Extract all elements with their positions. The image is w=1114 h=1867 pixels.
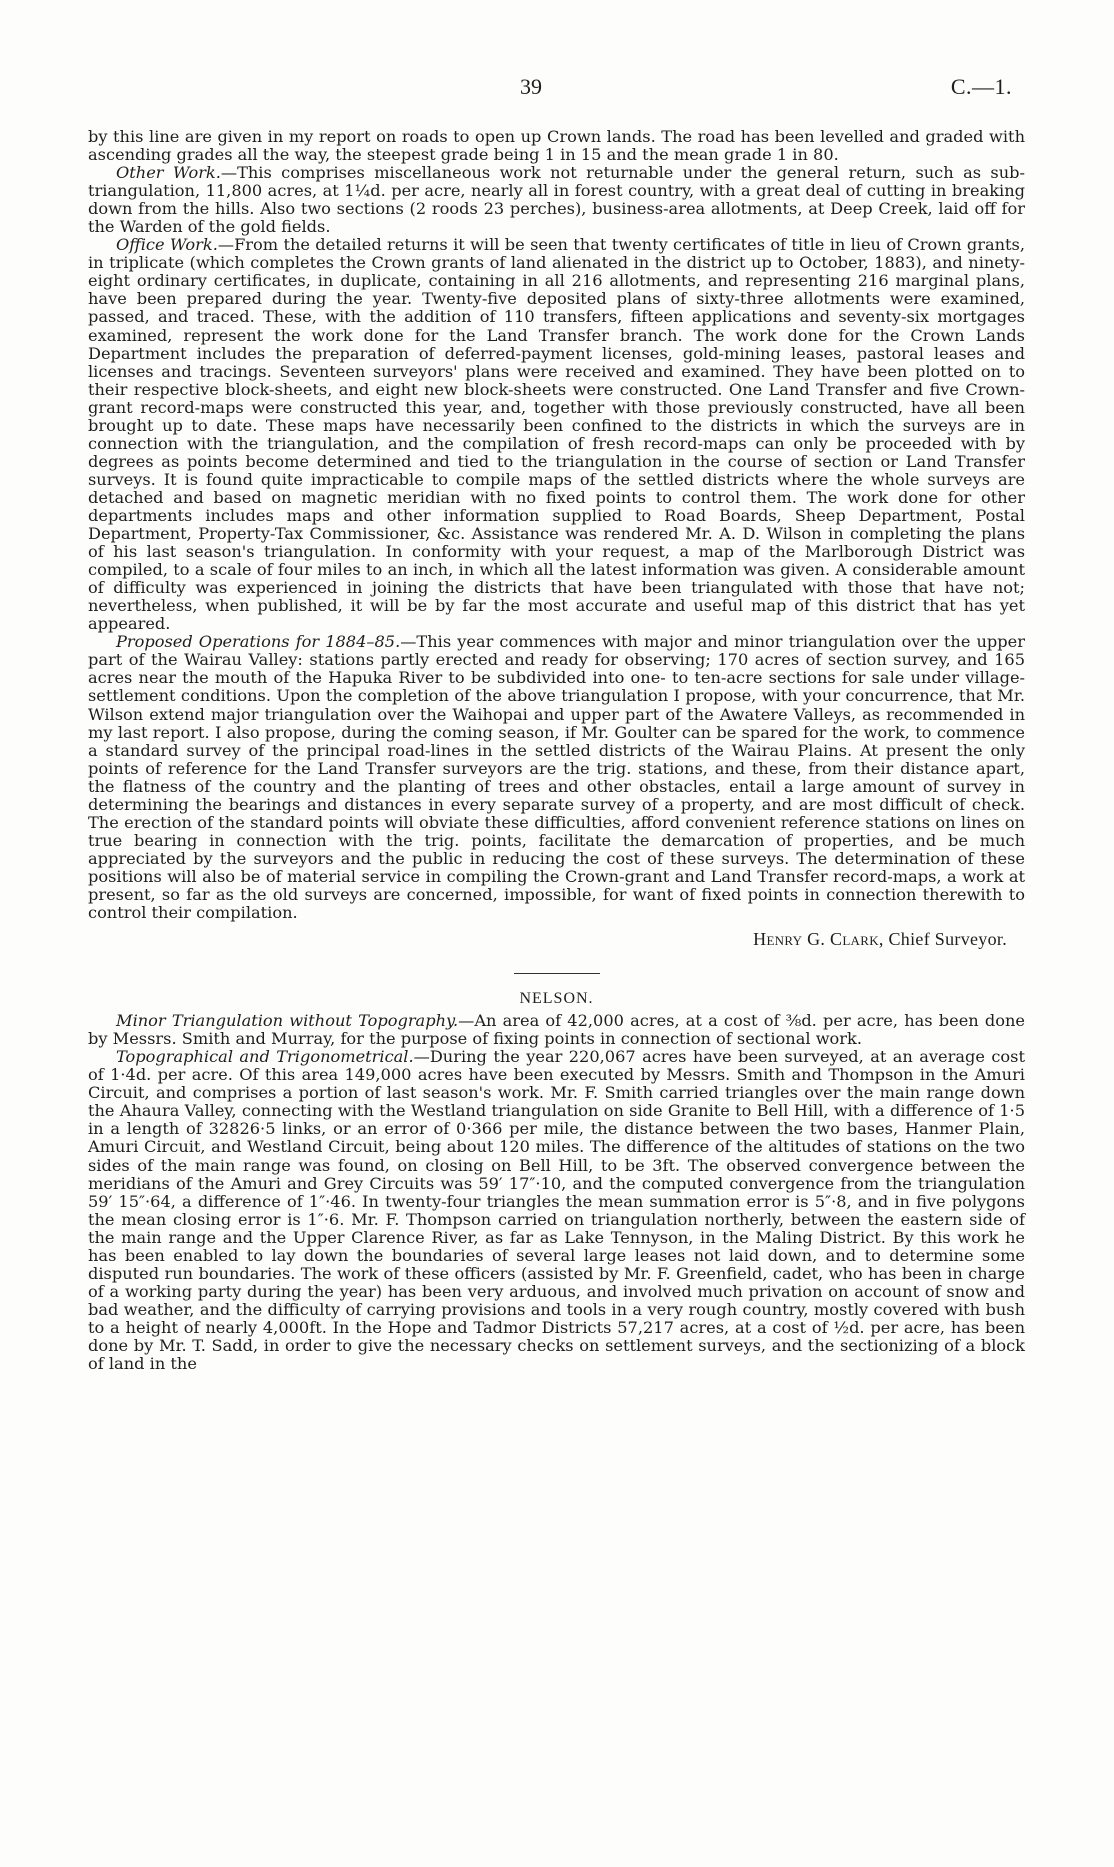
paragraph-text: —This year commences with major and minor triangulation over the upper part of the Wairau Valley: stations partly erected and ready for observing; 170 acres of section survey, and 165 acres near the mouth of the Hapuka River to be subdivided into one- to ten-acre sections for sale under village-settlement conditions. Upon the completion of the above triangulation I propose, with your concurrence, that Mr. Wilson extend major triangulation over the Waihopai and upper part of the Awatere Valleys, as recommended in my last report. I also propose, during the coming season, if Mr. Goulter can be spared for the work, to commence a standard survey of the principal road-lines in the settled districts of the Wairau Plains. At present the only points of reference for the Land Transfer surveyors are the trig. stations, and these, from their distance apart, the flatness of the country and the planting of trees and other obstacles, entail a large amount of survey in determining the bearings and distances in every separate survey of a property, and are most difficult of check. The erection of the standard points will obviate these difficulties, afford convenient reference stations on lines on true bearing in connection with the trig. points, facilitate the demarcation of properties, and be much appreciated by the surveyors and the public in reducing the cost of these surveys. The determination of these positions will also be of material service in compiling the Crown-grant and Land Transfer record-maps, a work at present, so far as the old surveys are concerned, impossible, for want of fixed points in connection therewith to control their compilation. [88, 632, 1025, 923]
signatory-title: , Chief Surveyor. [878, 929, 1007, 950]
paragraph-other-work [88, 164, 1025, 236]
paragraph-text: by this line are given in my report on roads to open up Crown lands. The road has been levelled and graded with ascending grades all the way, the steepest grade being 1 in 15 and the mean grade 1 in 80. [88, 127, 1025, 165]
paragraph-topographical [88, 1048, 1025, 1373]
body-text [88, 128, 1025, 1373]
section-title-nelson: NELSON. [519, 990, 594, 1008]
signature-line [88, 930, 1007, 948]
run-in-heading: Topographical and Trigonometrical. [116, 1047, 414, 1067]
signatory-name: Henry G. Clark [753, 929, 879, 950]
paragraph-minor-triangulation [88, 1012, 1025, 1048]
run-in-heading: Minor Triangulation without Topography. [116, 1011, 459, 1031]
paragraph-text: —During the year 220,067 acres have been surveyed, at an average cost of 1·4d. per acre. Of this area 149,000 acres have been executed by Messrs. Smith and Thompson in the Amuri Circuit, and comprises a portion of last season's work. Mr. F. Smith carried triangles over the main range down the Ahaura Valley, connecting with the Westland triangulation on side Granite to Bell Hill, with a difference of 1·5 in a length of 32826·5 links, or an error of 0·366 per mile, the distance between the two bases, Hanmer Plain, Amuri Circuit, and Westland Circuit, being about 120 miles. The difference of the altitudes of stations on the two sides of the main range was found, on closing on Bell Hill, to be 3ft. The observed convergence between the meridians of the Amuri and Grey Circuits was 59′ 17″·10, and the computed convergence from the triangulation 59′ 15″·64, a difference of 1″·46. In twenty-four triangles the mean summation error is 5″·8, and in five polygons the mean closing error is 1″·6. Mr. F. Thompson carried on triangulation northerly, between the eastern side of the main range and the Upper Clarence River, as far as Lake Tennyson, in the Maling District. By this work he has been enabled to lay down the boundaries of several large leases not laid down, and to determine some disputed run boundaries. The work of these officers (assisted by Mr. F. Greenfield, cadet, who has been in charge of a working party during the year) has been very arduous, and involved much privation on account of snow and bad weather, and the difficulty of carrying provisions and tools in a very rough country, mostly covered with bush to a height of nearly 4,000ft. In the Hope and Tadmor Districts 57,217 acres, at a cost of ½d. per acre, has been done by Mr. T. Sadd, in order to give the necessary checks on settlement surveys, and the sectionizing of a block of land in the [88, 1047, 1025, 1374]
document-reference: C.—1. [950, 74, 1012, 99]
page-header [0, 74, 1114, 104]
paragraph-text: —From the detailed returns it will be seen that twenty certificates of title in lieu of Crown grants, in triplicate (which completes the Crown grants of land alienated in the district up to October, 1883), and ninety-eight ordinary certificates, in duplicate, containing in all 216 allotments, and representing 216 marginal plans, have been prepared during the year. Twenty-five deposited plans of sixty-three allotments were examined, passed, and traced. These, with the addition of 110 transfers, fifteen applications and seventy-six mortgages examined, represent the work done for the Land Transfer branch. The work done for the Crown Lands Department includes the preparation of deferred-payment licenses, gold-mining leases, pastoral leases and licenses and tracings. Seventeen surveyors' plans were received and examined. They have been plotted on to their respective block-sheets, and eight new block-sheets were constructed. One Land Transfer and five Crown-grant record-maps were constructed this year, and, together with those previously constructed, have all been brought up to date. These maps have necessarily been confined to the districts in which the surveys are in connection with the triangulation, and the compilation of fresh record-maps can only be proceeded with by degrees as points become determined and tied to the triangulation in the course of section or Land Transfer surveys. It is found quite impracticable to compile maps of the settled districts where the whole surveys are detached and based on magnetic meridian with no fixed points to control them. The work done for other departments includes maps and other information supplied to Road Boards, Sheep Department, Postal Department, Property-Tax Commissioner, &c. Assistance was rendered Mr. A. D. Wilson in completing the plans of his last season's triangulation. In conformity with your request, a map of the Marlborough District was compiled, to a scale of four miles to an inch, in which all the latest information was given. A considerable amount of difficulty was experienced in joining the districts that have been triangulated with those that have not; nevertheless, when published, it will be by far the most accurate and useful map of this district that has yet appeared. [88, 235, 1025, 634]
run-in-heading: Other Work. [116, 163, 221, 183]
paragraph-text: —This comprises miscellaneous work not returnable under the general return, such as sub-triangulation, 11,800 acres, at 1¼d. per acre, nearly all in forest country, with a great deal of cutting in breaking down from the hills. Also two sections (2 roods 23 perches), business-area allotments, at Deep Creek, laid off for the Warden of the gold fields. [88, 163, 1025, 237]
paragraph-road-grades [88, 128, 1025, 164]
run-in-heading: Proposed Operations for 1884–85. [116, 632, 401, 652]
section-divider [514, 973, 600, 974]
paragraph-office-work [88, 236, 1025, 633]
paragraph-proposed-operations [88, 633, 1025, 922]
page-number: 39 [520, 74, 542, 99]
run-in-heading: Office Work. [116, 235, 218, 255]
paragraph-text: —An area of 42,000 acres, at a cost of ⅜d. per acre, has been done by Messrs. Smith and Murray, for the purpose of fixing points in connection of sectional work. [88, 1011, 1025, 1049]
